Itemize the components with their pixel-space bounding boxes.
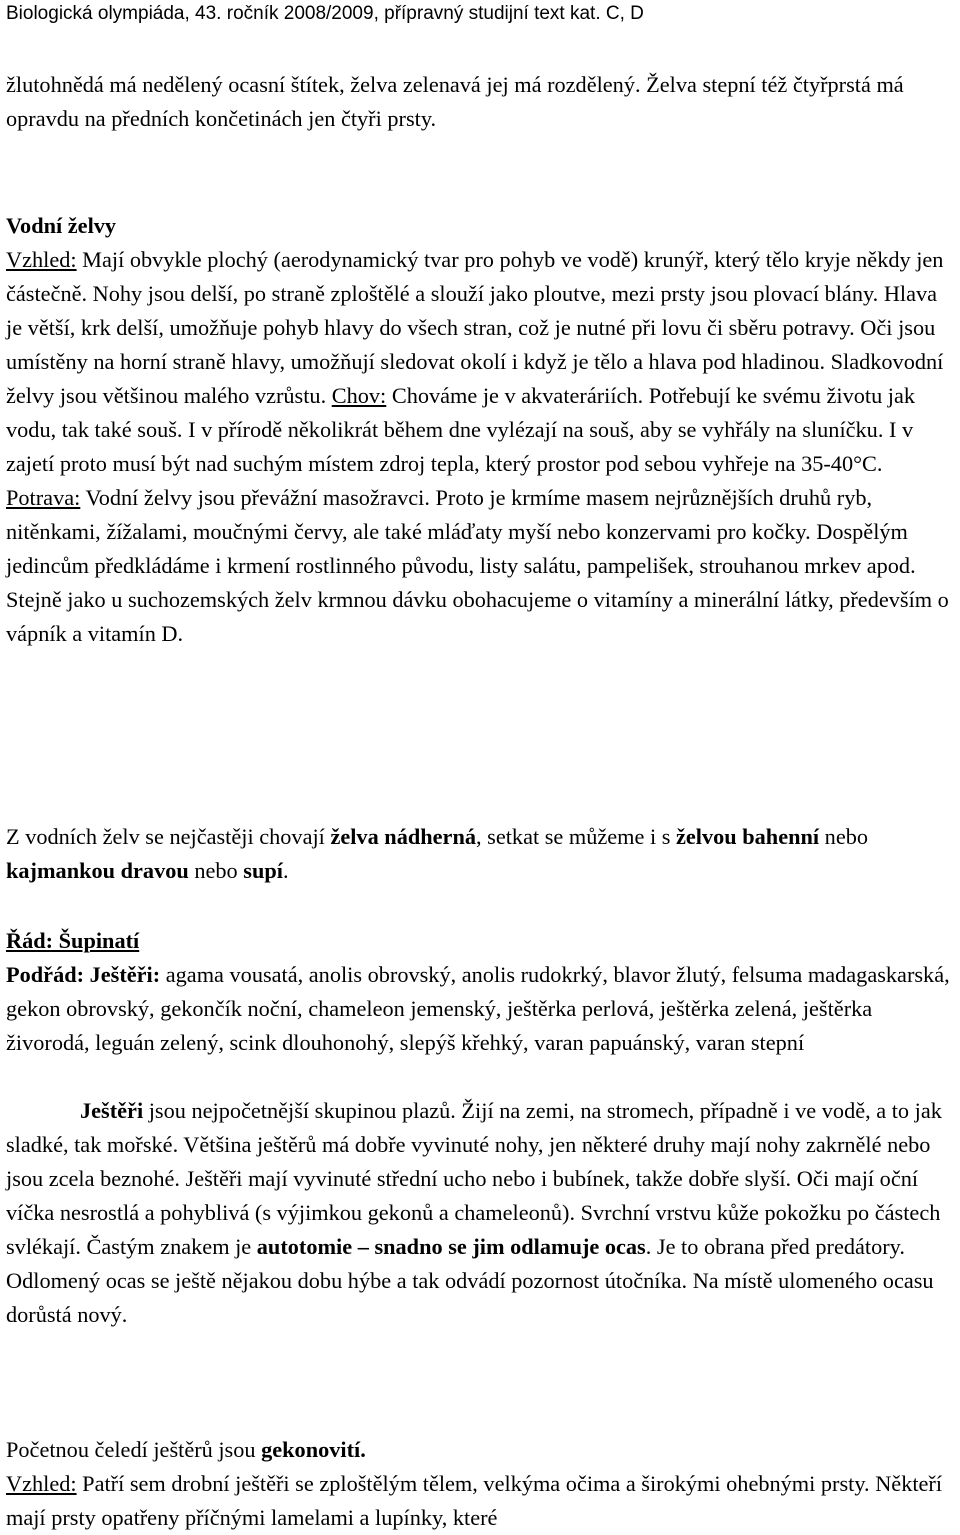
heading-rad-supinati xyxy=(6,924,958,958)
chov-text: Chováme je v akvateráriích. Potřebují ke svému životu jak vodu, tak také souš. I v přírodě několikrát během dne vylézají na souš, aby se vyhřály na sluníčku. I v zajetí proto musí být nad suchým místem zdroj tepla, který prostor pod sebou vyhřeje na 35-40°C. xyxy=(6,383,916,476)
kept-text-2: , setkat se můžeme i s xyxy=(476,824,676,849)
label-chov: Chov: xyxy=(331,383,387,408)
species-zelva-bahenni: želvou bahenní xyxy=(676,824,820,849)
term-jestleri: Ještěři xyxy=(80,1098,144,1123)
lizards-text-1: jsou nejpočetnější skupinou plazů. Žijí na zemi, na stromech, případně i ve vodě, a to jak sladké, tak mořské. Většina ještěrů má dobře vyvinuté nohy, jen některé druhy mají nohy zakrnělé nebo jsou zcela beznohé. Ještěři mají vyvinuté střední ucho nebo i bubínek, takže dobře slyší. Oči mají oční víčka nesrostlá a pohyblivá (s výjimkou gekonů a chameleonů). Svrchní vrstvu kůže pokožku po částech svlékají. Častým znakem je xyxy=(6,1098,942,1259)
vzhled-text: Mají obvykle plochý (aerodynamický tvar pro pohyb ve vodě) krunýř, který tělo kryje někdy jen částečně. Nohy jsou delší, po straně zploštělé a slouží jako ploutve, mezi prsty jsou plovací blány. Hlava je větší, krk delší, umožňuje pohyb hlavy do všech stran, což je nutné při lovu či sběru potravy. Oči jsou umístěny na horní straně hlavy, umožňují sledovat okolí i když je tělo a hlava pod hladinou. Sladkovodní želvy jsou většinou malého vzrůstu. xyxy=(6,247,944,408)
suborder-text: agama vousatá, anolis obrovský, anolis rudokrký, blavor žlutý, felsuma madagaskarská, gekon obrovský, gekončík noční, chameleon jemenský, ještěrka perlová, ještěrka zelená, ještěrka živorodá, leguán zelený, scink dlouhonohý, slepýš křehký, varan papuánský, varan stepní xyxy=(6,962,950,1055)
paragraph-geckos xyxy=(6,1433,958,1535)
lizards-text-2: . Je to obrana před predátory. Odlomený ocas se ještě nějakou dobu hýbe a tak odvádí pozornost útočníka. Na místě ulomeného ocasu dorůstá nový. xyxy=(6,1234,934,1327)
paragraph-water-turtles xyxy=(6,243,958,651)
species-zelva-nadherna: želva nádherná xyxy=(330,824,476,849)
suborder-label: Podřád: Ještěři: xyxy=(6,962,161,987)
paragraph-lizards xyxy=(6,1094,958,1332)
kept-text-3: nebo xyxy=(819,824,869,849)
paragraph-suborder-lizards xyxy=(6,958,958,1060)
order-heading-text: Řád: Šupinatí xyxy=(6,928,140,953)
label-vzhled-geckos: Vzhled: xyxy=(6,1471,77,1496)
geckos-vzhled-text: Patří sem drobní ještěři se zploštělým tělem, velkýma očima a širokými ohebnými prsty. Někteří mají prsty opatřeny příčnými lamelami a lupínky, které xyxy=(6,1471,943,1530)
kept-text-1: Z vodních želv se nejčastěji chovají xyxy=(6,824,331,849)
paragraph-kept-species xyxy=(6,820,958,888)
intro-text: žlutohnědá má nedělený ocasní štítek, želva zelenavá jej má rozdělený. Želva stepní též čtyřprstá má opravdu na předních končetinách jen čtyři prsty. xyxy=(6,72,904,131)
species-supi: supí xyxy=(243,858,283,883)
heading-vodni-zelvy xyxy=(6,209,958,243)
species-kajmanka-drava: kajmankou dravou xyxy=(6,858,189,883)
potrava-text: Vodní želvy jsou převážní masožravci. Proto je krmíme masem nejrůznějších druhů ryb, nitěnkami, žížalami, moučnými červy, ale také mláďaty myší nebo konzervami pro kočky. Dospělým jedincům předkládáme i krmení rostlinného původu, listy salátu, pampelišek, strouhanou mrkev apod. Stejně jako u suchozemských želv krmnou dávku obohacujeme o vitamíny a minerální látky, především o vápník a vitamín D. xyxy=(6,485,949,646)
geckos-text-1: Početnou čeledí ještěrů jsou xyxy=(6,1437,262,1462)
kept-text-4: nebo xyxy=(188,858,244,883)
term-autotomie: autotomie – snadno se jim odlamuje ocas xyxy=(256,1234,646,1259)
label-potrava: Potrava: xyxy=(6,485,81,510)
term-gekonoviti: gekonovití. xyxy=(261,1437,366,1462)
kept-text-5: . xyxy=(282,858,289,883)
label-vzhled: Vzhled: xyxy=(6,247,77,272)
page-header: Biologická olympiáda, 43. ročník 2008/2009, přípravný studijní text kat. C, D xyxy=(6,3,644,24)
water-heading-text: Vodní želvy xyxy=(6,213,117,238)
paragraph-intro xyxy=(6,68,958,136)
